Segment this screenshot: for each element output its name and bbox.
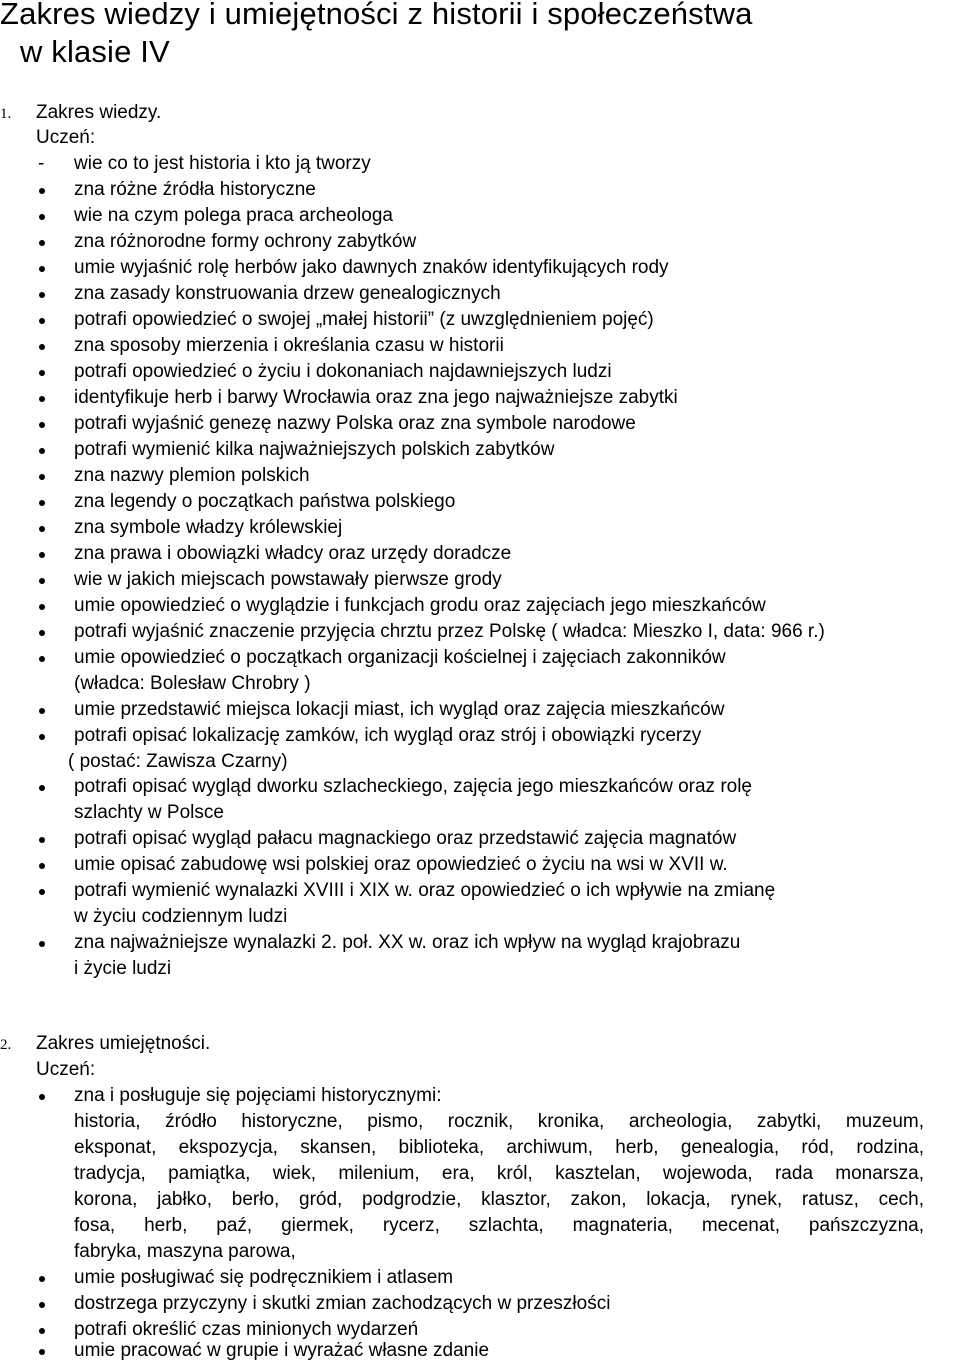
list-item: potrafi wyjaśnić genezę nazwy Polska oraz zna symbole narodowe (74, 411, 636, 437)
section-1-number: 1. (0, 106, 12, 122)
title-line-1: Zakres wiedzy i umiejętności z historii i społeczeństwa (0, 0, 753, 31)
terms-line (74, 1213, 924, 1239)
list-item: potrafi określić czas minionych wydarzeń (74, 1317, 418, 1343)
list-item: zna najważniejsze wynalazki 2. poł. XX w. oraz ich wpływ na wygląd krajobrazu (74, 930, 740, 956)
terms-line (74, 1135, 924, 1161)
section-1-student-label: Uczeń: (36, 127, 96, 148)
list-item: potrafi opisać wygląd dworku szlacheckiego, zajęcia jego mieszkańców oraz rolę (74, 774, 752, 800)
list-item: potrafi opowiedzieć o życiu i dokonaniach najdawniejszych ludzi (74, 359, 612, 385)
list-item: wie na czym polega praca archeologa (74, 203, 393, 229)
list-item: umie opowiedzieć o początkach organizacji kościelnej i zajęciach zakonników (74, 645, 726, 671)
section-2-heading (0, 1031, 210, 1058)
list-item: umie wyjaśnić rolę herbów jako dawnych znaków identyfikujących rody (74, 255, 669, 281)
list-item: zna różnorodne formy ochrony zabytków (74, 229, 416, 255)
list-item: zna i posługuje się pojęciami historycznymi: (74, 1083, 442, 1109)
list-item: umie opowiedzieć o wyglądzie i funkcjach grodu oraz zajęciach jego mieszkańców (74, 593, 766, 619)
document-title (0, 0, 960, 71)
list-item: potrafi wymienić kilka najważniejszych polskich zabytków (74, 437, 554, 463)
list-item: zna zasady konstruowania drzew genealogicznych (74, 281, 501, 307)
terms-line (74, 1161, 924, 1187)
terms-text: tradycja, pamiątka, wiek, milenium, era, król, kasztelan, wojewoda, rada monarsza, (74, 1163, 924, 1184)
list-item: umie przedstawić miejsca lokacji miast, ich wygląd oraz zajęcia mieszkańców (74, 697, 724, 723)
list-item: zna nazwy plemion polskich (74, 463, 310, 489)
list-item: umie opisać zabudowę wsi polskiej oraz opowiedzieć o życiu na wsi w XVII w. (74, 852, 728, 878)
section-1-title: Zakres wiedzy. (36, 102, 162, 123)
terms-text: korona, jabłko, berło, gród, podgrodzie, klasztor, zakon, lokacja, rynek, ratusz, cech, (74, 1189, 924, 1210)
list-item-continuation: i życie ludzi (74, 958, 172, 979)
dash-marker: - (38, 153, 45, 174)
section-2-student-label: Uczeń: (36, 1059, 96, 1080)
list-item: identyfikuje herb i barwy Wrocławia oraz zna jego najważniejsze zabytki (74, 385, 678, 411)
title-line-2: w klasie IV (20, 34, 170, 69)
list-item-continuation: szlachty w Polsce (74, 802, 224, 823)
list-item-continuation: w życiu codziennym ludzi (74, 906, 288, 927)
terms-line (74, 1187, 924, 1213)
list-item: zna sposoby mierzenia i określania czasu w historii (74, 333, 504, 359)
list-item: umie posługiwać się podręcznikiem i atlasem (74, 1265, 453, 1291)
list-item-continuation: (władca: Bolesław Chrobry ) (74, 673, 311, 694)
list-item: potrafi wyjaśnić znaczenie przyjęcia chrztu przez Polskę ( władca: Mieszko I, data: 966 r.) (74, 619, 825, 645)
list-item: potrafi opowiedzieć o swojej „małej historii” (z uwzględnieniem pojęć) (74, 307, 654, 333)
terms-text: historia, źródło historyczne, pismo, rocznik, kronika, archeologia, zabytki, muzeum, (74, 1111, 924, 1132)
terms-text: eksponat, ekspozycja, skansen, biblioteka, archiwum, herb, genealogia, ród, rodzina, (74, 1137, 924, 1158)
terms-line-last: fabryka, maszyna parowa, (74, 1241, 296, 1262)
list-item: wie w jakich miejscach powstawały pierwsze grody (74, 567, 502, 593)
list-item: zna różne źródła historyczne (74, 177, 316, 203)
list-item-continuation: ( postać: Zawisza Czarny) (68, 751, 288, 772)
list-item: dostrzega przyczyny i skutki zmian zachodzących w przeszłości (74, 1291, 610, 1317)
section-2-number: 2. (0, 1037, 12, 1053)
list-item: zna symbole władzy królewskiej (74, 515, 342, 541)
list-item: zna legendy o początkach państwa polskiego (74, 489, 455, 515)
list-item: zna prawa i obowiązki władcy oraz urzędy doradcze (74, 541, 511, 567)
list-item-dash: wie co to jest historia i kto ją tworzy (74, 153, 371, 174)
section-2-title: Zakres umiejętności. (36, 1033, 211, 1054)
list-item: potrafi opisać lokalizację zamków, ich wygląd oraz strój i obowiązki rycerzy (74, 723, 701, 749)
terms-line (74, 1109, 924, 1135)
section-1-heading (0, 100, 161, 127)
list-item: potrafi wymienić wynalazki XVIII i XIX w. oraz opowiedzieć o ich wpływie na zmianę (74, 878, 775, 904)
terms-text: fosa, herb, paź, giermek, rycerz, szlachta, magnateria, mecenat, pańszczyzna, (74, 1215, 924, 1236)
list-item: umie pracować w grupie i wyrażać własne zdanie (74, 1338, 489, 1364)
list-item: potrafi opisać wygląd pałacu magnackiego oraz przedstawić zajęcia magnatów (74, 826, 736, 852)
